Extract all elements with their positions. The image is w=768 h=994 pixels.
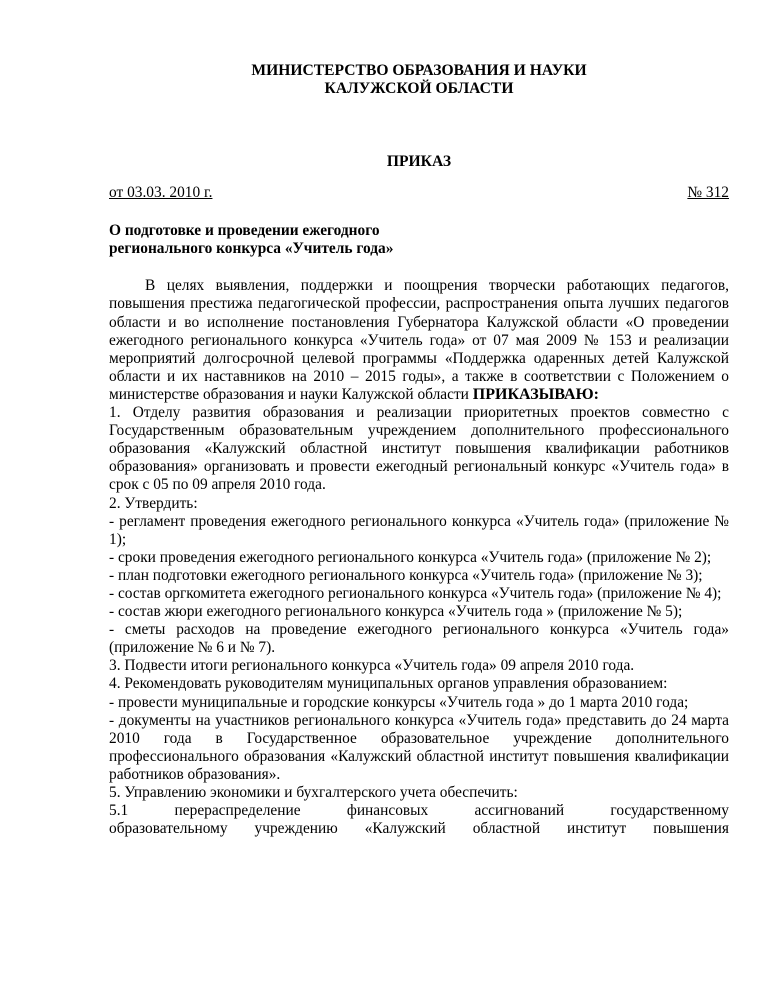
item-2-committee: - состав оргкомитета ежегодного регионального конкурса «Учитель года» (приложение № 4); bbox=[109, 584, 722, 602]
item-3: 3. Подвести итоги регионального конкурса «Учитель года» 09 апреля 2010 года. bbox=[109, 657, 635, 675]
document-page bbox=[109, 62, 729, 838]
item-1: 1. Отделу развития образования и реализации приоритетных проектов совместно с Государственным образовательным учреждением дополнительного профессионального образования «Калужский областной институт повышения квалификации работников образования» организовать и провести ежегодный региональный конкурс «Учитель года» в срок с 05 по 09 апреля 2010 года. bbox=[109, 404, 729, 494]
item-2-schedule: - сроки проведения ежегодного регионального конкурса «Учитель года» (приложение № 2); bbox=[109, 548, 712, 566]
item-4: 4. Рекомендовать руководителям муниципальных органов управления образованием: bbox=[109, 675, 668, 693]
subject-line-1: О подготовке и проведении ежегодного bbox=[109, 222, 380, 240]
order-title: ПРИКАЗ bbox=[386, 153, 452, 170]
subject-line-2: регионального конкурса «Учитель года» bbox=[109, 240, 394, 258]
item-5-1-line-1: 5.1 перераспределение финансовых ассигнований государственному bbox=[109, 802, 729, 820]
item-2-regulation: - регламент проведения ежегодного регионального конкурса «Учитель года» (приложение № 1); bbox=[109, 512, 729, 548]
order-number: № 312 bbox=[687, 184, 729, 202]
ministry-header bbox=[109, 62, 729, 98]
item-5-1-line-2: образовательному учреждению «Калужский областной институт повышения bbox=[109, 820, 729, 838]
preamble-text: В целях выявления, поддержки и поощрения творчески работающих педагогов, повышения престижа педагогической профессии, распространения опыта лучших педагогов области и во исполнение постановления Губернатора Калужской области «О проведении ежегодного регионального конкурса «Учитель года» от 07 мая 2009 № 153 и реализации мероприятий долгосрочной целевой программы «Поддержка одаренных детей Калужской области и их наставников на 2010 – 2015 годы», а также в соответствии с Положением о министерстве образования и науки Калужской области bbox=[109, 277, 729, 403]
item-4-contests: - провести муниципальные и городские конкурсы «Учитель года » до 1 марта 2010 года; bbox=[109, 693, 689, 711]
ministry-line-2: КАЛУЖСКОЙ ОБЛАСТИ bbox=[324, 80, 514, 97]
item-2-jury: - состав жюри ежегодного регионального конкурса «Учитель года » (приложение № 5); bbox=[109, 603, 683, 621]
item-2-estimates: - сметы расходов на проведение ежегодного регионального конкурса «Учитель года» (приложение № 6 и № 7). bbox=[109, 621, 729, 657]
order-body bbox=[109, 277, 729, 838]
item-5: 5. Управлению экономики и бухгалтерского учета обеспечить: bbox=[109, 784, 518, 801]
command-word: ПРИКАЗЫВАЮ: bbox=[472, 385, 599, 403]
order-subject bbox=[109, 222, 729, 258]
ministry-line-1: МИНИСТЕРСТВО ОБРАЗОВАНИЯ И НАУКИ bbox=[251, 62, 587, 79]
item-2-plan: - план подготовки ежегодного регионального конкурса «Учитель года» (приложение № 3); bbox=[109, 566, 703, 584]
item-4-documents: - документы на участников регионального конкурса «Учитель года» представить до 24 марта 2010 года в Государственное образовательное учреждение дополнительного профессионального образования «Калужский областной институт повышения квалификации работников образования». bbox=[109, 711, 729, 783]
item-2: 2. Утвердить: bbox=[109, 494, 198, 512]
date-number-row bbox=[109, 184, 729, 202]
preamble-paragraph bbox=[109, 277, 729, 404]
order-date: от 03.03. 2010 г. bbox=[109, 184, 213, 202]
